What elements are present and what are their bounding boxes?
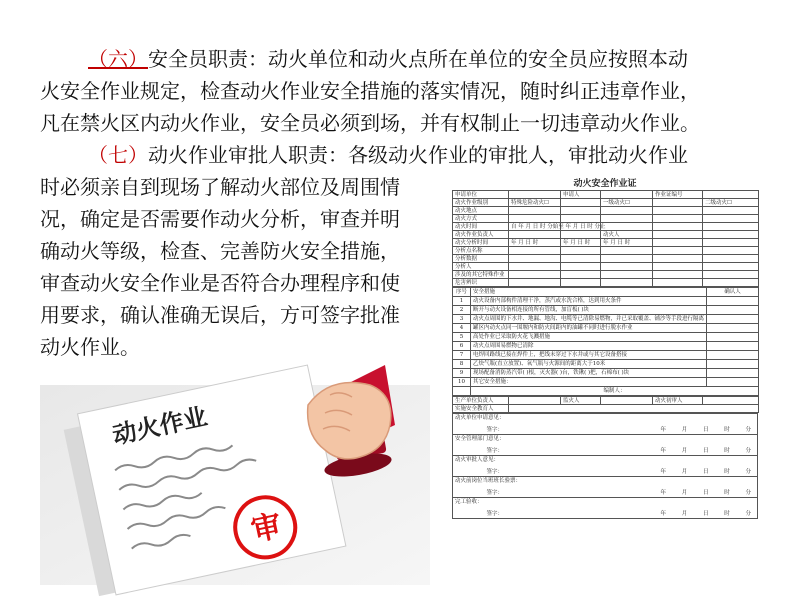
- table-cell: 一级动火☐: [601, 199, 653, 207]
- measure-text: 断开与动火设备相连接的所有管线，加盲板( )块: [471, 306, 707, 315]
- table-row: [453, 239, 759, 247]
- paragraph-line: 凡在禁火区内动火作业，安全员必须到场，并有权制止一切违章动火作业。: [40, 111, 700, 135]
- table-cell: [653, 271, 703, 279]
- paragraph-line: 用要求，确认准确无误后，方可签字批准: [40, 303, 400, 327]
- table-cell: [561, 279, 601, 287]
- table-row: [453, 378, 759, 387]
- table-row: [453, 255, 759, 263]
- table-cell: [601, 247, 653, 255]
- confirmer-cell: [707, 315, 759, 324]
- measure-number: 4: [453, 324, 471, 333]
- table-cell: [561, 263, 601, 271]
- table-cell: [653, 207, 703, 215]
- table-cell: 二级动火☐: [703, 199, 759, 207]
- table-cell: [561, 231, 601, 239]
- table-cell: [653, 215, 703, 223]
- table-cell: [703, 215, 759, 223]
- measure-text: 罐区内动火点同一围堰内和防火间距内的油罐不同时进行脱水作业: [471, 324, 707, 333]
- opinion-cell: [453, 477, 758, 498]
- signature-line: [455, 448, 755, 454]
- opinion-label: 安全管理部门意见：: [455, 436, 505, 442]
- table-cell: [703, 191, 759, 199]
- table-row: [453, 397, 759, 405]
- confirmer-cell: [707, 306, 759, 315]
- table-cell: [601, 207, 653, 215]
- confirmer-cell: [707, 342, 759, 351]
- table-cell: [509, 247, 561, 255]
- table-row: [453, 342, 759, 351]
- table-row: [453, 456, 758, 477]
- table-row: [453, 288, 759, 297]
- sign-label: 签字：: [486, 490, 504, 496]
- table-cell: [601, 255, 653, 263]
- confirmer-cell: [707, 360, 759, 369]
- document-title: 动火作业: [110, 402, 210, 450]
- table-row: [453, 231, 759, 239]
- table-row: [453, 387, 759, 396]
- table-cell: 动火初审人: [653, 397, 703, 405]
- date-label: 年 月 日 时 分: [660, 469, 751, 475]
- measure-text: 其它安全措施：: [471, 378, 707, 387]
- paragraph-line: （七）动火作业审批人职责：各级动火作业的审批人，审批动火作业: [88, 143, 688, 167]
- table-cell: 动火分析时间: [453, 239, 509, 247]
- table-cell: 年 月 日 时: [561, 239, 601, 247]
- table-cell: 自 年 月 日 时 分始至 年 月 日 时 分止: [509, 223, 561, 231]
- responsible-persons-table: [452, 396, 759, 413]
- sign-label: 签字：: [486, 511, 504, 517]
- table-row: [453, 324, 759, 333]
- table-cell: [653, 231, 703, 239]
- table-cell: [703, 263, 759, 271]
- confirmer-cell: [707, 333, 759, 342]
- table-cell: 申请单位: [453, 191, 509, 199]
- sign-label: 签字：: [486, 469, 504, 475]
- table-cell: [561, 215, 601, 223]
- table-cell: 分析点名称: [453, 247, 509, 255]
- table-cell: 动火作业负责人: [453, 231, 509, 239]
- table-cell: [703, 271, 759, 279]
- table-row: [453, 271, 759, 279]
- measure-number: 10: [453, 378, 471, 387]
- table-cell: [509, 271, 561, 279]
- section-number: （七）: [88, 143, 148, 167]
- table-row: [453, 223, 759, 231]
- table-cell: [653, 239, 703, 247]
- table-cell: [703, 255, 759, 263]
- table-cell: 年 月 日 时: [509, 239, 561, 247]
- safety-measures-table: [452, 287, 759, 396]
- table-cell: [653, 247, 703, 255]
- signature-line: [455, 490, 755, 496]
- table-cell: [703, 239, 759, 247]
- paragraph-line: （六）安全员职责：动火单位和动火点所在单位的安全员应按照本动: [88, 47, 688, 71]
- hot-work-permit-form: [452, 178, 758, 570]
- table-cell: [561, 271, 601, 279]
- opinion-cell: [453, 414, 758, 435]
- table-row: [453, 477, 758, 498]
- measure-number: 3: [453, 315, 471, 324]
- table-cell: 分析人: [453, 263, 509, 271]
- table-cell: 年 月 日 时: [601, 239, 653, 247]
- table-row: [453, 247, 759, 255]
- table-cell: 生产单位负责人: [453, 397, 509, 405]
- table-row: [453, 215, 759, 223]
- compiler-label: 编制人：: [471, 387, 759, 396]
- table-cell: [509, 397, 561, 405]
- measure-number: 7: [453, 351, 471, 360]
- table-row: [453, 414, 758, 435]
- table-cell: 危害辨识: [453, 279, 509, 287]
- table-row: [453, 199, 759, 207]
- table-cell: [653, 255, 703, 263]
- measure-text: 电焊回路线已接在焊件上，把线未穿过下水井或与其它设备搭接: [471, 351, 707, 360]
- sign-label: 签字：: [486, 427, 504, 433]
- table-cell: [653, 279, 703, 287]
- confirmer-cell: [707, 369, 759, 378]
- stamp-character: 审: [248, 508, 285, 549]
- table-cell: [653, 263, 703, 271]
- table-cell: 动火作业级别: [453, 199, 509, 207]
- confirmer-cell: [707, 378, 759, 387]
- paragraph-line: 况，确定是否需要作动火分析，审查并明: [40, 207, 400, 231]
- date-label: 年 月 日 时 分: [660, 490, 751, 496]
- opinion-label: 动火前岗位当班班长验票：: [455, 478, 522, 484]
- opinion-label: 动火审批人意见：: [455, 457, 500, 463]
- table-cell: [601, 271, 653, 279]
- table-cell: 动火时间: [453, 223, 509, 231]
- confirmer-header: 确认人: [707, 288, 759, 297]
- table-cell: 动火方式: [453, 215, 509, 223]
- table-cell: [509, 191, 561, 199]
- signature-line: [455, 427, 755, 433]
- measure-number: 1: [453, 297, 471, 306]
- measure-text: 动火点周围易燃物已清除: [471, 342, 707, 351]
- table-cell: 监火人: [561, 397, 601, 405]
- table-cell: [703, 397, 759, 405]
- table-cell: [601, 263, 653, 271]
- opinion-label: 动火单位申请意见：: [455, 415, 505, 421]
- opinion-cell: [453, 456, 758, 477]
- table-cell: 动火人: [601, 231, 653, 239]
- approval-stamp-illustration: [40, 365, 430, 585]
- opinion-label: 完工验收：: [455, 499, 483, 505]
- confirmer-cell: [707, 324, 759, 333]
- table-cell: [703, 231, 759, 239]
- table-cell: 涉及的其它特殊作业: [453, 271, 509, 279]
- table-row: [453, 279, 759, 287]
- table-cell: 申请人: [561, 191, 601, 199]
- table-cell: [601, 279, 653, 287]
- measure-number: 6: [453, 342, 471, 351]
- paragraph-line: 时必须亲自到现场了解动火部位及周围情: [40, 175, 400, 199]
- table-cell: [561, 247, 601, 255]
- sign-label: 签字：: [486, 448, 504, 454]
- table-cell: [561, 199, 601, 207]
- table-row: [453, 191, 759, 199]
- table-cell: [703, 279, 759, 287]
- table-cell: [509, 263, 561, 271]
- measure-number: 9: [453, 369, 471, 378]
- measure-text: 动火设备内部构件清理干净，蒸汽或水洗合格，达到用火条件: [471, 297, 707, 306]
- date-label: 年 月 日 时 分: [660, 448, 751, 454]
- measure-text: 乙炔气瓶(直立放置)、氧气瓶与火源间的距离大于10米: [471, 360, 707, 369]
- table-row: [453, 405, 759, 413]
- measure-number: 2: [453, 306, 471, 315]
- table-cell: [453, 387, 471, 396]
- table-row: [453, 498, 758, 519]
- table-cell: [561, 255, 601, 263]
- table-row: [453, 297, 759, 306]
- measure-header: 安全措施: [471, 288, 707, 297]
- measure-number: 5: [453, 333, 471, 342]
- signature-line: [455, 469, 755, 475]
- paragraph-line: 动火作业。: [40, 335, 140, 359]
- table-row: [453, 435, 758, 456]
- table-cell: [601, 223, 653, 231]
- opinion-cell: [453, 435, 758, 456]
- form-header-table: [452, 190, 759, 287]
- confirmer-cell: [707, 351, 759, 360]
- table-cell: [509, 279, 561, 287]
- date-label: 年 月 日 时 分: [660, 427, 751, 433]
- table-cell: [601, 215, 653, 223]
- table-cell: 分析数据: [453, 255, 509, 263]
- paragraph-safety-officer: [40, 43, 770, 139]
- table-cell: 动火地点: [453, 207, 509, 215]
- measure-no-header: 序号: [453, 288, 471, 297]
- form-title: 动火安全作业证: [573, 179, 637, 189]
- table-cell: [509, 215, 561, 223]
- measure-text: 高处作业已采取防火花飞溅措施: [471, 333, 707, 342]
- table-cell: 实施安全教育人: [453, 405, 509, 413]
- paragraph-line: 火安全作业规定，检查动火作业安全措施的落实情况，随时纠正违章作业，: [40, 79, 700, 103]
- table-row: [453, 360, 759, 369]
- paragraph-line: 确动火等级，检查、完善防火安全措施，: [40, 239, 400, 263]
- table-cell: [509, 255, 561, 263]
- table-cell: [509, 231, 561, 239]
- table-row: [453, 263, 759, 271]
- table-cell: [703, 207, 759, 215]
- table-cell: 特殊危险动火☐: [509, 199, 561, 207]
- table-cell: [509, 405, 759, 413]
- table-cell: [703, 247, 759, 255]
- confirmer-cell: [707, 297, 759, 306]
- table-cell: [601, 397, 653, 405]
- table-row: [453, 207, 759, 215]
- opinion-cell: [453, 498, 758, 519]
- approval-opinions-table: [452, 413, 758, 519]
- measure-number: 8: [453, 360, 471, 369]
- table-cell: [509, 207, 561, 215]
- table-row: [453, 306, 759, 315]
- measure-text: 现场配备消防蒸汽带( )根，灭火器( )台，铁锹( )把，石棉布( )块: [471, 369, 707, 378]
- table-row: [453, 333, 759, 342]
- paragraph-line: 审查动火安全作业是否符合办理程序和使: [40, 271, 400, 295]
- section-number: （六）: [88, 47, 148, 71]
- signature-line: [455, 511, 755, 517]
- table-cell: [653, 223, 703, 231]
- table-row: [453, 369, 759, 378]
- table-row: [453, 351, 759, 360]
- table-row: [453, 315, 759, 324]
- table-cell: [703, 223, 759, 231]
- table-cell: [653, 199, 703, 207]
- table-cell: 作业证编号: [653, 191, 703, 199]
- table-cell: [561, 207, 601, 215]
- measure-text: 动火点周围的下水井、地漏、地沟、电缆等已清除易燃物，并已采取覆盖、铺沙等手段进行隔离: [471, 315, 707, 324]
- table-cell: [601, 191, 653, 199]
- date-label: 年 月 日 时 分: [660, 511, 751, 517]
